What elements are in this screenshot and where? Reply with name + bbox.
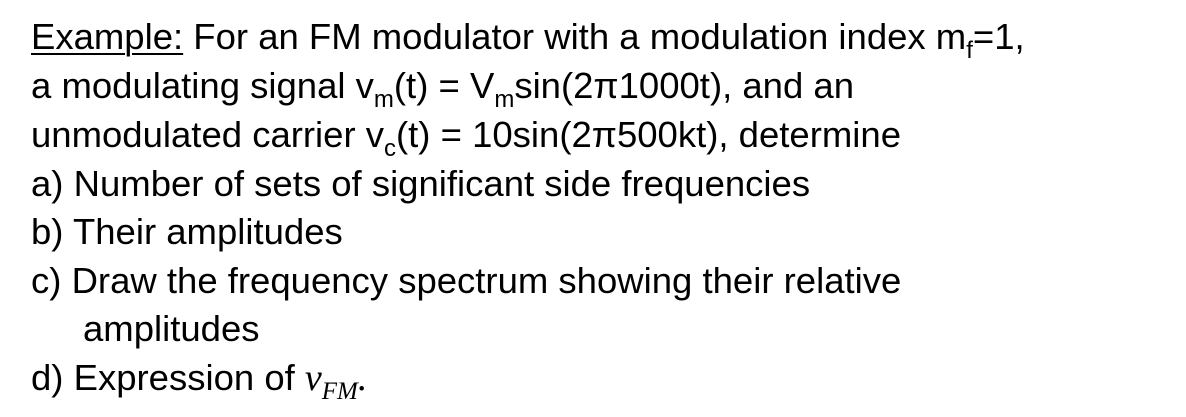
item-label: d) <box>31 357 64 398</box>
line2-part-b: (t) = V <box>393 65 495 106</box>
item-text-continued: amplitudes <box>83 308 260 349</box>
line3-part-a: unmodulated carrier v <box>31 114 385 155</box>
line2-part-c: sin(2π1000t), and an <box>514 65 855 106</box>
problem-line-1 <box>31 12 1025 64</box>
vm-subscript: m <box>373 86 394 113</box>
example-heading: Example: <box>31 16 184 57</box>
item-label: c) <box>31 260 62 301</box>
list-item-c-continuation <box>83 304 260 353</box>
item-end-period: . <box>357 357 368 399</box>
problem-line-2 <box>31 61 855 113</box>
list-item-c <box>31 256 901 305</box>
list-item-a <box>31 159 810 208</box>
item-text: Their amplitudes <box>72 211 343 252</box>
vc-subscript: c <box>384 135 397 162</box>
vfm-variable: v <box>304 357 322 399</box>
list-item-d <box>31 353 367 403</box>
mf-subscript: f <box>966 37 973 64</box>
line3-part-b: (t) = 10sin(2π500kt), determine <box>396 114 901 155</box>
vfm-subscript: FM <box>321 378 358 405</box>
item-text: Number of sets of significant side frequencies <box>73 163 811 204</box>
item-text: Expression of <box>73 357 305 398</box>
item-text: Draw the frequency spectrum showing their relative <box>71 260 902 301</box>
line2-part-a: a modulating signal v <box>31 65 374 106</box>
item-label: a) <box>31 163 64 204</box>
Vm-subscript: m <box>494 86 515 113</box>
line1-text: For an FM modulator with a modulation index m <box>183 16 967 57</box>
item-label: b) <box>31 211 64 252</box>
list-item-b <box>31 207 343 256</box>
line1-end: =1, <box>972 16 1025 57</box>
problem-line-3 <box>31 110 901 162</box>
